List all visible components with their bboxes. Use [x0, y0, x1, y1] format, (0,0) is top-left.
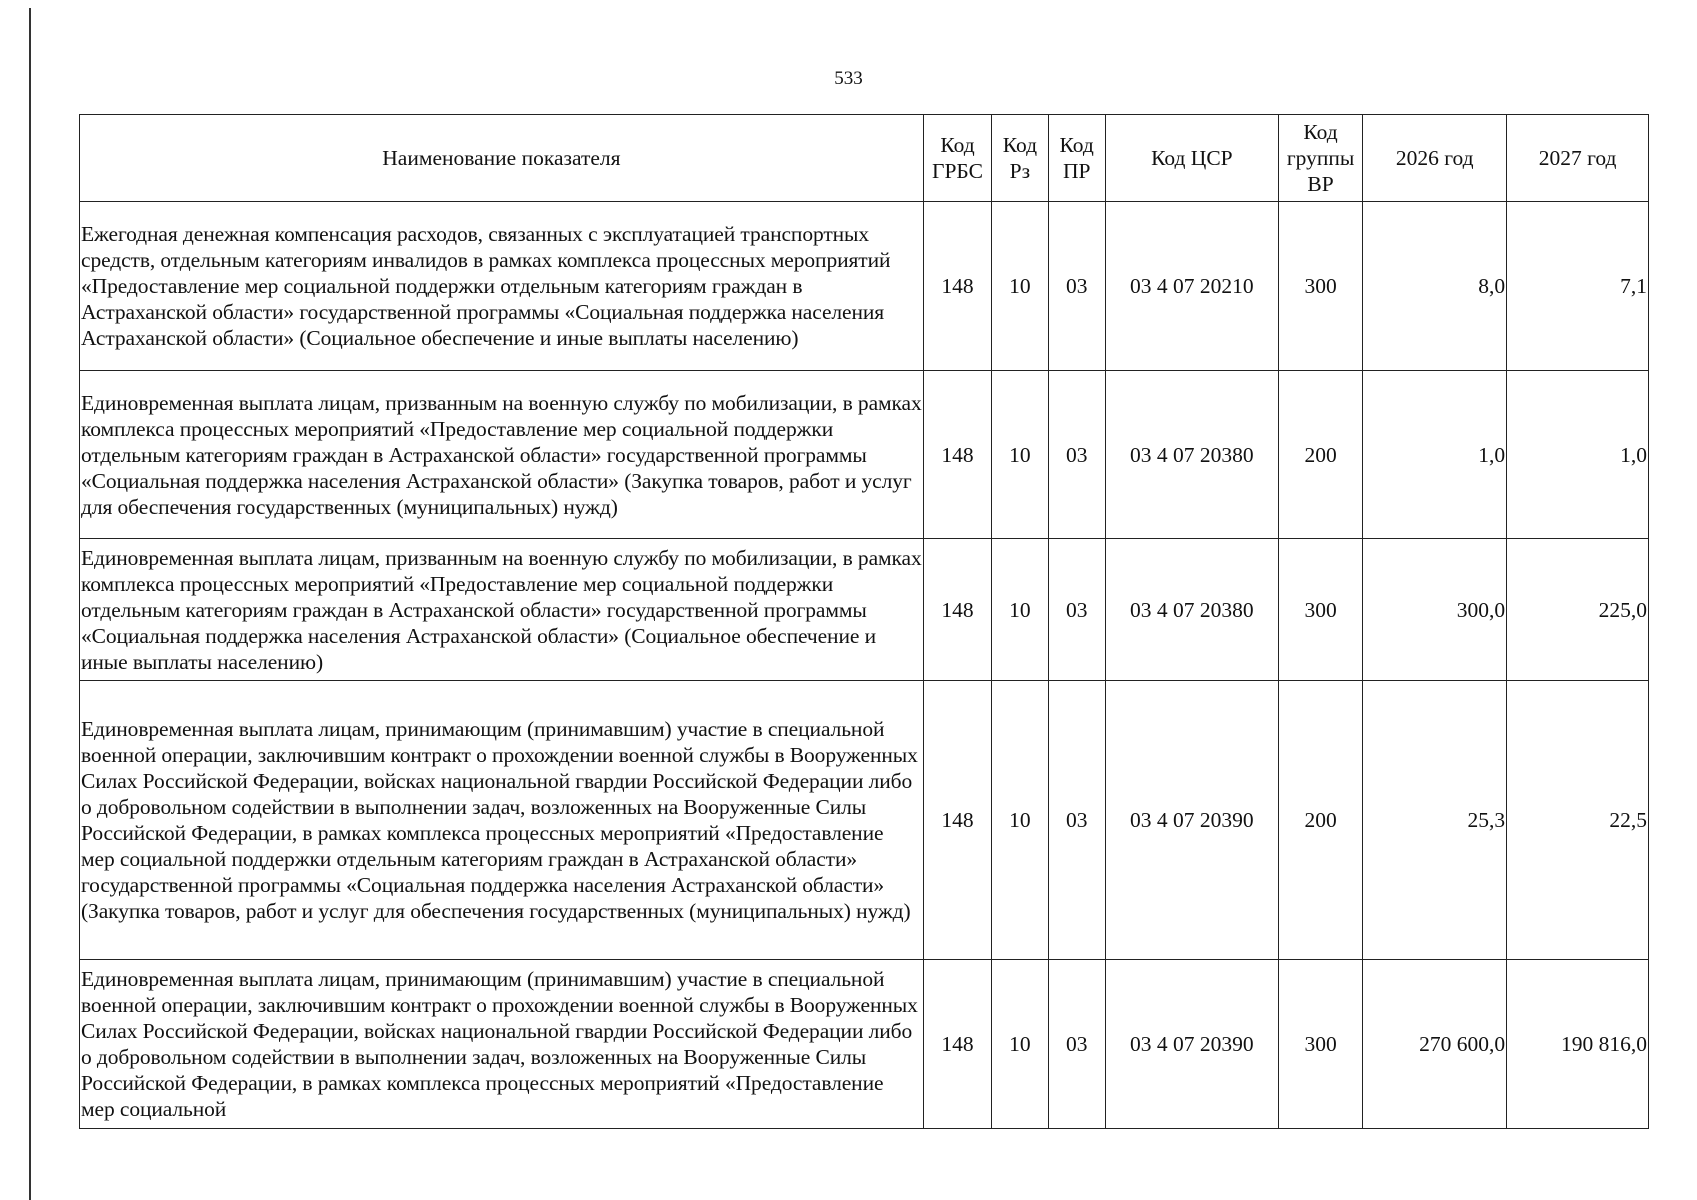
row-csr-cell: 03 4 07 20380: [1105, 539, 1278, 681]
table-row: [80, 681, 1649, 960]
row-pr-cell: 03: [1048, 539, 1105, 681]
row-vr-cell: 300: [1278, 539, 1362, 681]
row-2027-cell: 7,1: [1507, 202, 1649, 371]
header-name: Наименование показателя: [80, 115, 924, 202]
row-vr-cell: 300: [1278, 202, 1362, 371]
row-2026-cell: 1,0: [1363, 371, 1507, 539]
row-name-cell: Ежегодная денежная компенсация расходов, связанных с эксплуатацией транспортных средств, отдельным категориям инвалидов в рамках комплекса процессных мероприятий «Предоставление мер социальной поддержки отдельным категориям граждан в Астраханской области» государственной программы «Социальная поддержка населения Астраханской области» (Социальное обеспечение и иные выплаты населению): [80, 202, 924, 371]
page-margin-line: [29, 8, 31, 1200]
row-pr-cell: 03: [1048, 371, 1105, 539]
row-rz-cell: 10: [992, 202, 1048, 371]
row-name-cell: Единовременная выплата лицам, принимающим (принимавшим) участие в специальной военной операции, заключившим контракт о прохождении военной службы в Вооруженных Силах Российской Федерации, войсках национальной гвардии Российской Федерации либо о добровольном содействии в выполнении задач, возложенных на Вооруженные Силы Российской Федерации, в рамках комплекса процессных мероприятий «Предоставление мер социальной поддержки отдельным категориям граждан в Астраханской области» государственной программы «Социальная поддержка населения Астраханской области» (Закупка товаров, работ и услуг для обеспечения государственных (муниципальных) нужд): [80, 681, 924, 960]
row-name-cell: Единовременная выплата лицам, принимающим (принимавшим) участие в специальной военной операции, заключившим контракт о прохождении военной службы в Вооруженных Силах Российской Федерации, войсках национальной гвардии Российской Федерации либо о добровольном содействии в выполнении задач, возложенных на Вооруженные Силы Российской Федерации, в рамках комплекса процессных мероприятий «Предоставление мер социальной: [80, 960, 924, 1129]
row-2026-cell: 270 600,0: [1363, 960, 1507, 1129]
row-csr-cell: 03 4 07 20390: [1105, 681, 1278, 960]
row-pr-cell: 03: [1048, 202, 1105, 371]
table-row: [80, 539, 1649, 681]
row-grbs-cell: 148: [923, 960, 991, 1129]
row-grbs-cell: 148: [923, 681, 991, 960]
row-name-cell: Единовременная выплата лицам, призванным на военную службу по мобилизации, в рамках комплекса процессных мероприятий «Предоставление мер социальной поддержки отдельным категориям граждан в Астраханской области» государственной программы «Социальная поддержка населения Астраханской области» (Закупка товаров, работ и услуг для обеспечения государственных (муниципальных) нужд): [80, 371, 924, 539]
header-csr: Код ЦСР: [1105, 115, 1278, 202]
table-row: [80, 960, 1649, 1129]
row-csr-cell: 03 4 07 20210: [1105, 202, 1278, 371]
row-pr-cell: 03: [1048, 681, 1105, 960]
header-vr: Код группы ВР: [1278, 115, 1362, 202]
row-2027-cell: 225,0: [1507, 539, 1649, 681]
table-row: [80, 371, 1649, 539]
header-rz: Код Рз: [992, 115, 1048, 202]
row-rz-cell: 10: [992, 539, 1048, 681]
row-vr-cell: 300: [1278, 960, 1362, 1129]
row-csr-cell: 03 4 07 20390: [1105, 960, 1278, 1129]
row-2026-cell: 25,3: [1363, 681, 1507, 960]
row-2027-cell: 22,5: [1507, 681, 1649, 960]
row-grbs-cell: 148: [923, 371, 991, 539]
row-rz-cell: 10: [992, 681, 1048, 960]
row-vr-cell: 200: [1278, 681, 1362, 960]
row-2027-cell: 1,0: [1507, 371, 1649, 539]
row-2026-cell: 300,0: [1363, 539, 1507, 681]
row-2026-cell: 8,0: [1363, 202, 1507, 371]
row-2027-cell: 190 816,0: [1507, 960, 1649, 1129]
header-2027: 2027 год: [1507, 115, 1649, 202]
table-header-row: [80, 115, 1649, 202]
row-grbs-cell: 148: [923, 202, 991, 371]
row-name-cell: Единовременная выплата лицам, призванным на военную службу по мобилизации, в рамках комплекса процессных мероприятий «Предоставление мер социальной поддержки отдельным категориям граждан в Астраханской области» государственной программы «Социальная поддержка населения Астраханской области» (Социальное обеспечение и иные выплаты населению): [80, 539, 924, 681]
table-row: [80, 202, 1649, 371]
header-grbs: Код ГРБС: [923, 115, 991, 202]
row-grbs-cell: 148: [923, 539, 991, 681]
header-pr: Код ПР: [1048, 115, 1105, 202]
row-pr-cell: 03: [1048, 960, 1105, 1129]
row-rz-cell: 10: [992, 960, 1048, 1129]
row-csr-cell: 03 4 07 20380: [1105, 371, 1278, 539]
budget-table: [79, 114, 1649, 1129]
row-rz-cell: 10: [992, 371, 1048, 539]
header-2026: 2026 год: [1363, 115, 1507, 202]
row-vr-cell: 200: [1278, 371, 1362, 539]
page-number: 533: [834, 68, 863, 89]
